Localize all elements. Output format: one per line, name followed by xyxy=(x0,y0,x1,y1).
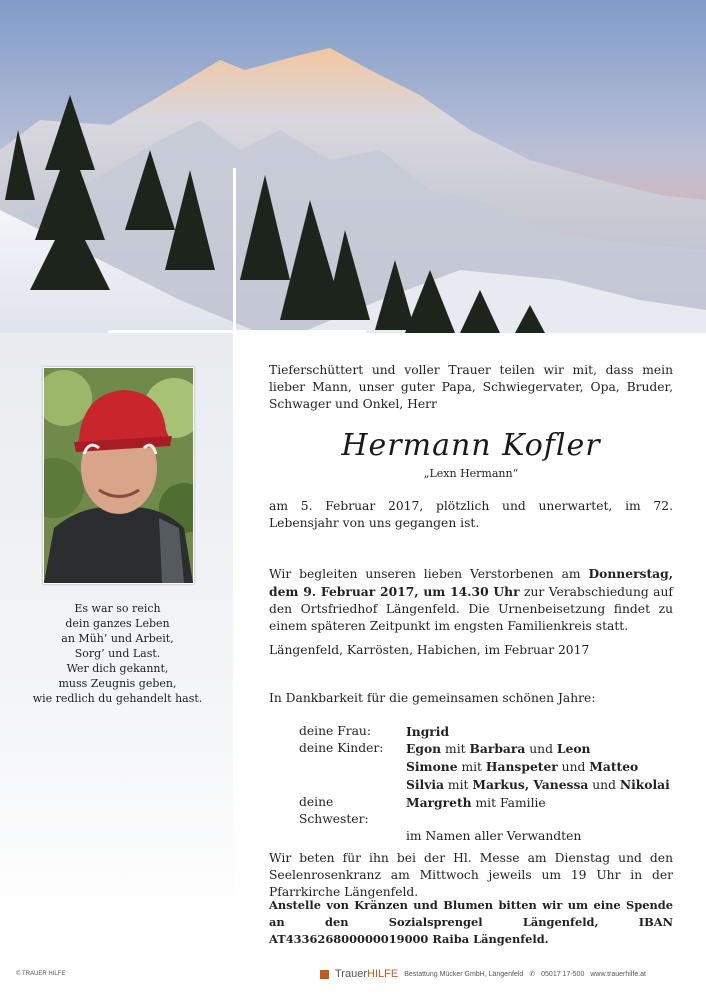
family-name: Hanspeter xyxy=(485,759,558,774)
poem-line: an Müh’ und Arbeit, xyxy=(61,632,174,645)
family-row-children xyxy=(299,740,670,758)
family-label: deine Frau: xyxy=(299,724,371,738)
family-conj: und xyxy=(525,742,557,756)
phone-icon: ✆ xyxy=(529,971,536,978)
family-name: Margreth xyxy=(406,795,472,810)
death-notice: am 5. Februar 2017, plötzlich und unerwartet, im 72. Lebensjahr von uns gegangen ist. xyxy=(269,499,673,530)
thanks-line: In Dankbarkeit für die gemeinsamen schönen Jahre: xyxy=(269,691,596,705)
farewell-part1: Wir begleiten unseren lieben Verstorbenen am xyxy=(269,567,589,581)
footer-copyright: © TRAUER HILFE xyxy=(16,971,66,977)
logo-part-a: Trauer xyxy=(335,968,367,980)
intro-text: Tieferschüttert und voller Trauer teilen wir mit, dass mein lieber Mann, unser guter Papa, Schwiegervater, Opa, Bruder, Schwager und Onkel, Herr xyxy=(269,363,673,411)
family-conj: mit xyxy=(457,760,486,774)
family-row-children xyxy=(299,758,670,776)
footer-company: Bestattung Mücker GmbH, Längenfeld xyxy=(404,970,524,978)
poem-line: wie redlich du gehandelt hast. xyxy=(32,692,203,705)
family-conj: und xyxy=(557,760,590,774)
poem-line: Sorg’ und Last. xyxy=(74,647,161,660)
family-conj: mit xyxy=(444,778,473,792)
family-row-children xyxy=(299,776,670,794)
footer-brand xyxy=(320,968,646,980)
portrait-photo xyxy=(43,367,194,584)
poem-line: Wer dich gekannt, xyxy=(66,662,169,675)
family-row-sister xyxy=(299,794,670,828)
family-name: Silvia xyxy=(406,777,445,792)
footer xyxy=(0,965,706,985)
cross-horizontal-beam xyxy=(108,330,366,333)
family-name: Egon xyxy=(406,741,442,756)
logo-part-b: HILFE xyxy=(367,968,399,980)
family-conj: und xyxy=(588,778,620,792)
family-name: Leon xyxy=(556,741,591,756)
poem-line: muss Zeugnis geben, xyxy=(58,677,177,690)
farewell-text xyxy=(269,565,673,635)
family-label: deine Schwester: xyxy=(299,795,369,826)
memorial-poem xyxy=(15,601,220,706)
deceased-nickname: „Lexn Hermann“ xyxy=(423,467,519,480)
footer-website[interactable]: www.trauerhilfe.at xyxy=(590,970,646,978)
farewell-datetime: Donnerstag, dem 9. Februar 2017, um 14.30 Uhr xyxy=(269,566,673,599)
place-date: Längenfeld, Karrösten, Habichen, im Februar 2017 xyxy=(269,643,590,657)
poem-line: dein ganzes Leben xyxy=(65,617,170,630)
family-conj: mit Familie xyxy=(471,796,546,810)
deceased-name: Hermann Kofler xyxy=(341,428,601,463)
header-landscape-image xyxy=(0,0,706,333)
family-all-relatives: im Namen aller Verwandten xyxy=(406,829,582,843)
family-name: Ingrid xyxy=(406,724,450,739)
family-name: Simone xyxy=(406,759,458,774)
family-name: Barbara xyxy=(469,741,526,756)
family-label: deine Kinder: xyxy=(299,741,384,755)
family-name: Matteo xyxy=(589,759,639,774)
poem-line: Es war so reich xyxy=(74,602,161,615)
family-conj: mit xyxy=(441,742,470,756)
family-name: Markus, Vanessa xyxy=(472,777,589,792)
family-row-all xyxy=(299,828,670,845)
footer-logo-text xyxy=(335,968,398,980)
family-name: Nikolai xyxy=(619,777,670,792)
farewell-part2: zur Verabschiedung auf den Ortsfriedhof Längenfeld. Die Urnenbeisetzung findet zu einem späteren Zeitpunkt im engsten Familienkreis statt. xyxy=(269,585,673,633)
footer-phone: 05017 17-500 xyxy=(541,970,585,978)
trauerhilfe-logo-icon xyxy=(320,970,329,979)
cross-vertical-beam xyxy=(233,168,236,823)
mass-info: Wir beten für ihn bei der Hl. Messe am Dienstag und den Seelenrosenkranz am Mittwoch jeweils um 19 Uhr in der Pfarrkirche Längenfeld. xyxy=(269,851,673,899)
donation-info: Anstelle von Kränzen und Blumen bitten wir um eine Spende an den Sozialsprengel Längenfeld, IBAN AT433626800000019000 Raiba Längenfeld. xyxy=(269,898,673,946)
family-row-wife xyxy=(299,723,670,740)
family-list xyxy=(299,723,670,845)
